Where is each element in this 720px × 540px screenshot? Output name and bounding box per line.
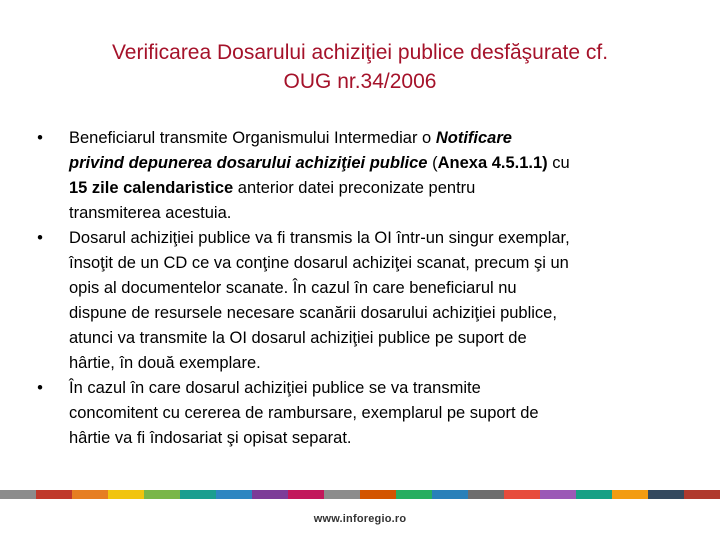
text-run: (	[427, 154, 438, 172]
bullet-dot-icon: •	[37, 379, 43, 397]
bullet-item-3	[30, 376, 690, 451]
footer-color-segment	[396, 490, 432, 499]
bullet-dot-icon: •	[37, 229, 43, 247]
bullet-3-line-1: În cazul în care dosarul achiziţiei publice se va transmite	[69, 379, 481, 397]
footer-color-segment	[468, 490, 504, 499]
text-run: Beneficiarul transmite Organismului Intermediar o	[69, 129, 436, 147]
bullet-2-line-5: atunci va transmite la OI dosarul achiziţiei publice pe suport de	[69, 329, 527, 347]
text-run: anterior datei preconizate pentru	[233, 179, 476, 197]
footer-color-segment	[288, 490, 324, 499]
deadline-text: 15 zile calendaristice	[69, 179, 234, 197]
bullet-item-1	[30, 126, 690, 226]
footer-color-segment	[108, 490, 144, 499]
bullet-3-line-3: hârtie va fi îndosariat şi opisat separat.	[69, 429, 352, 447]
bullet-2-line-3: opis al documentelor scanate. În cazul în care beneficiarul nu	[69, 279, 517, 297]
bullet-2-line-6: hârtie, în două exemplare.	[69, 354, 261, 372]
footer-color-segment	[216, 490, 252, 499]
emphasis-text: privind depunerea dosarului achiziţiei publice	[69, 154, 428, 172]
footer-color-segment	[324, 490, 360, 499]
bullet-item-2	[30, 226, 690, 376]
bullet-dot-icon: •	[37, 129, 43, 147]
footer-color-segment	[648, 490, 684, 499]
slide-title	[40, 38, 680, 96]
bullet-1-line-2	[69, 151, 690, 176]
title-line-1: Verificarea Dosarului achiziţiei publice desfăşurate cf.	[111, 41, 609, 64]
footer-color-segment	[252, 490, 288, 499]
bullet-2-line-4: dispune de resursele necesare scanării dosarului achiziţiei publice,	[69, 304, 557, 322]
annex-reference: Anexa 4.5.1.1)	[437, 154, 548, 172]
footer-color-segment	[612, 490, 648, 499]
footer-color-segment	[432, 490, 468, 499]
footer-color-segment	[0, 490, 36, 499]
footer-url[interactable]: www.inforegio.ro	[313, 513, 407, 525]
footer-color-segment	[504, 490, 540, 499]
bullet-2-line-2: însoţit de un CD ce va conţine dosarul achiziţei scanat, precum şi un	[69, 254, 569, 272]
title-line-2: OUG nr.34/2006	[283, 70, 437, 93]
footer-color-segment	[180, 490, 216, 499]
bullet-1-line-4: transmiterea acestuia.	[69, 204, 232, 222]
bullet-1-line-3	[69, 176, 690, 201]
bullet-1-line-1	[69, 126, 690, 151]
bullet-2-line-1: Dosarul achiziţiei publice va fi transmis la OI într-un singur exemplar,	[69, 229, 570, 247]
bullet-3-line-2: concomitent cu cererea de rambursare, exemplarul pe suport de	[69, 404, 539, 422]
footer-color-segment	[684, 490, 720, 499]
footer-color-segment	[144, 490, 180, 499]
footer-color-segment	[540, 490, 576, 499]
footer-color-segment	[36, 490, 72, 499]
footer-color-segment	[72, 490, 108, 499]
footer-color-segment	[360, 490, 396, 499]
footer-color-segment	[576, 490, 612, 499]
footer-color-bar	[0, 490, 720, 499]
text-run: cu	[547, 154, 570, 172]
bullet-list	[30, 126, 690, 451]
emphasis-text: Notificare	[435, 129, 512, 147]
